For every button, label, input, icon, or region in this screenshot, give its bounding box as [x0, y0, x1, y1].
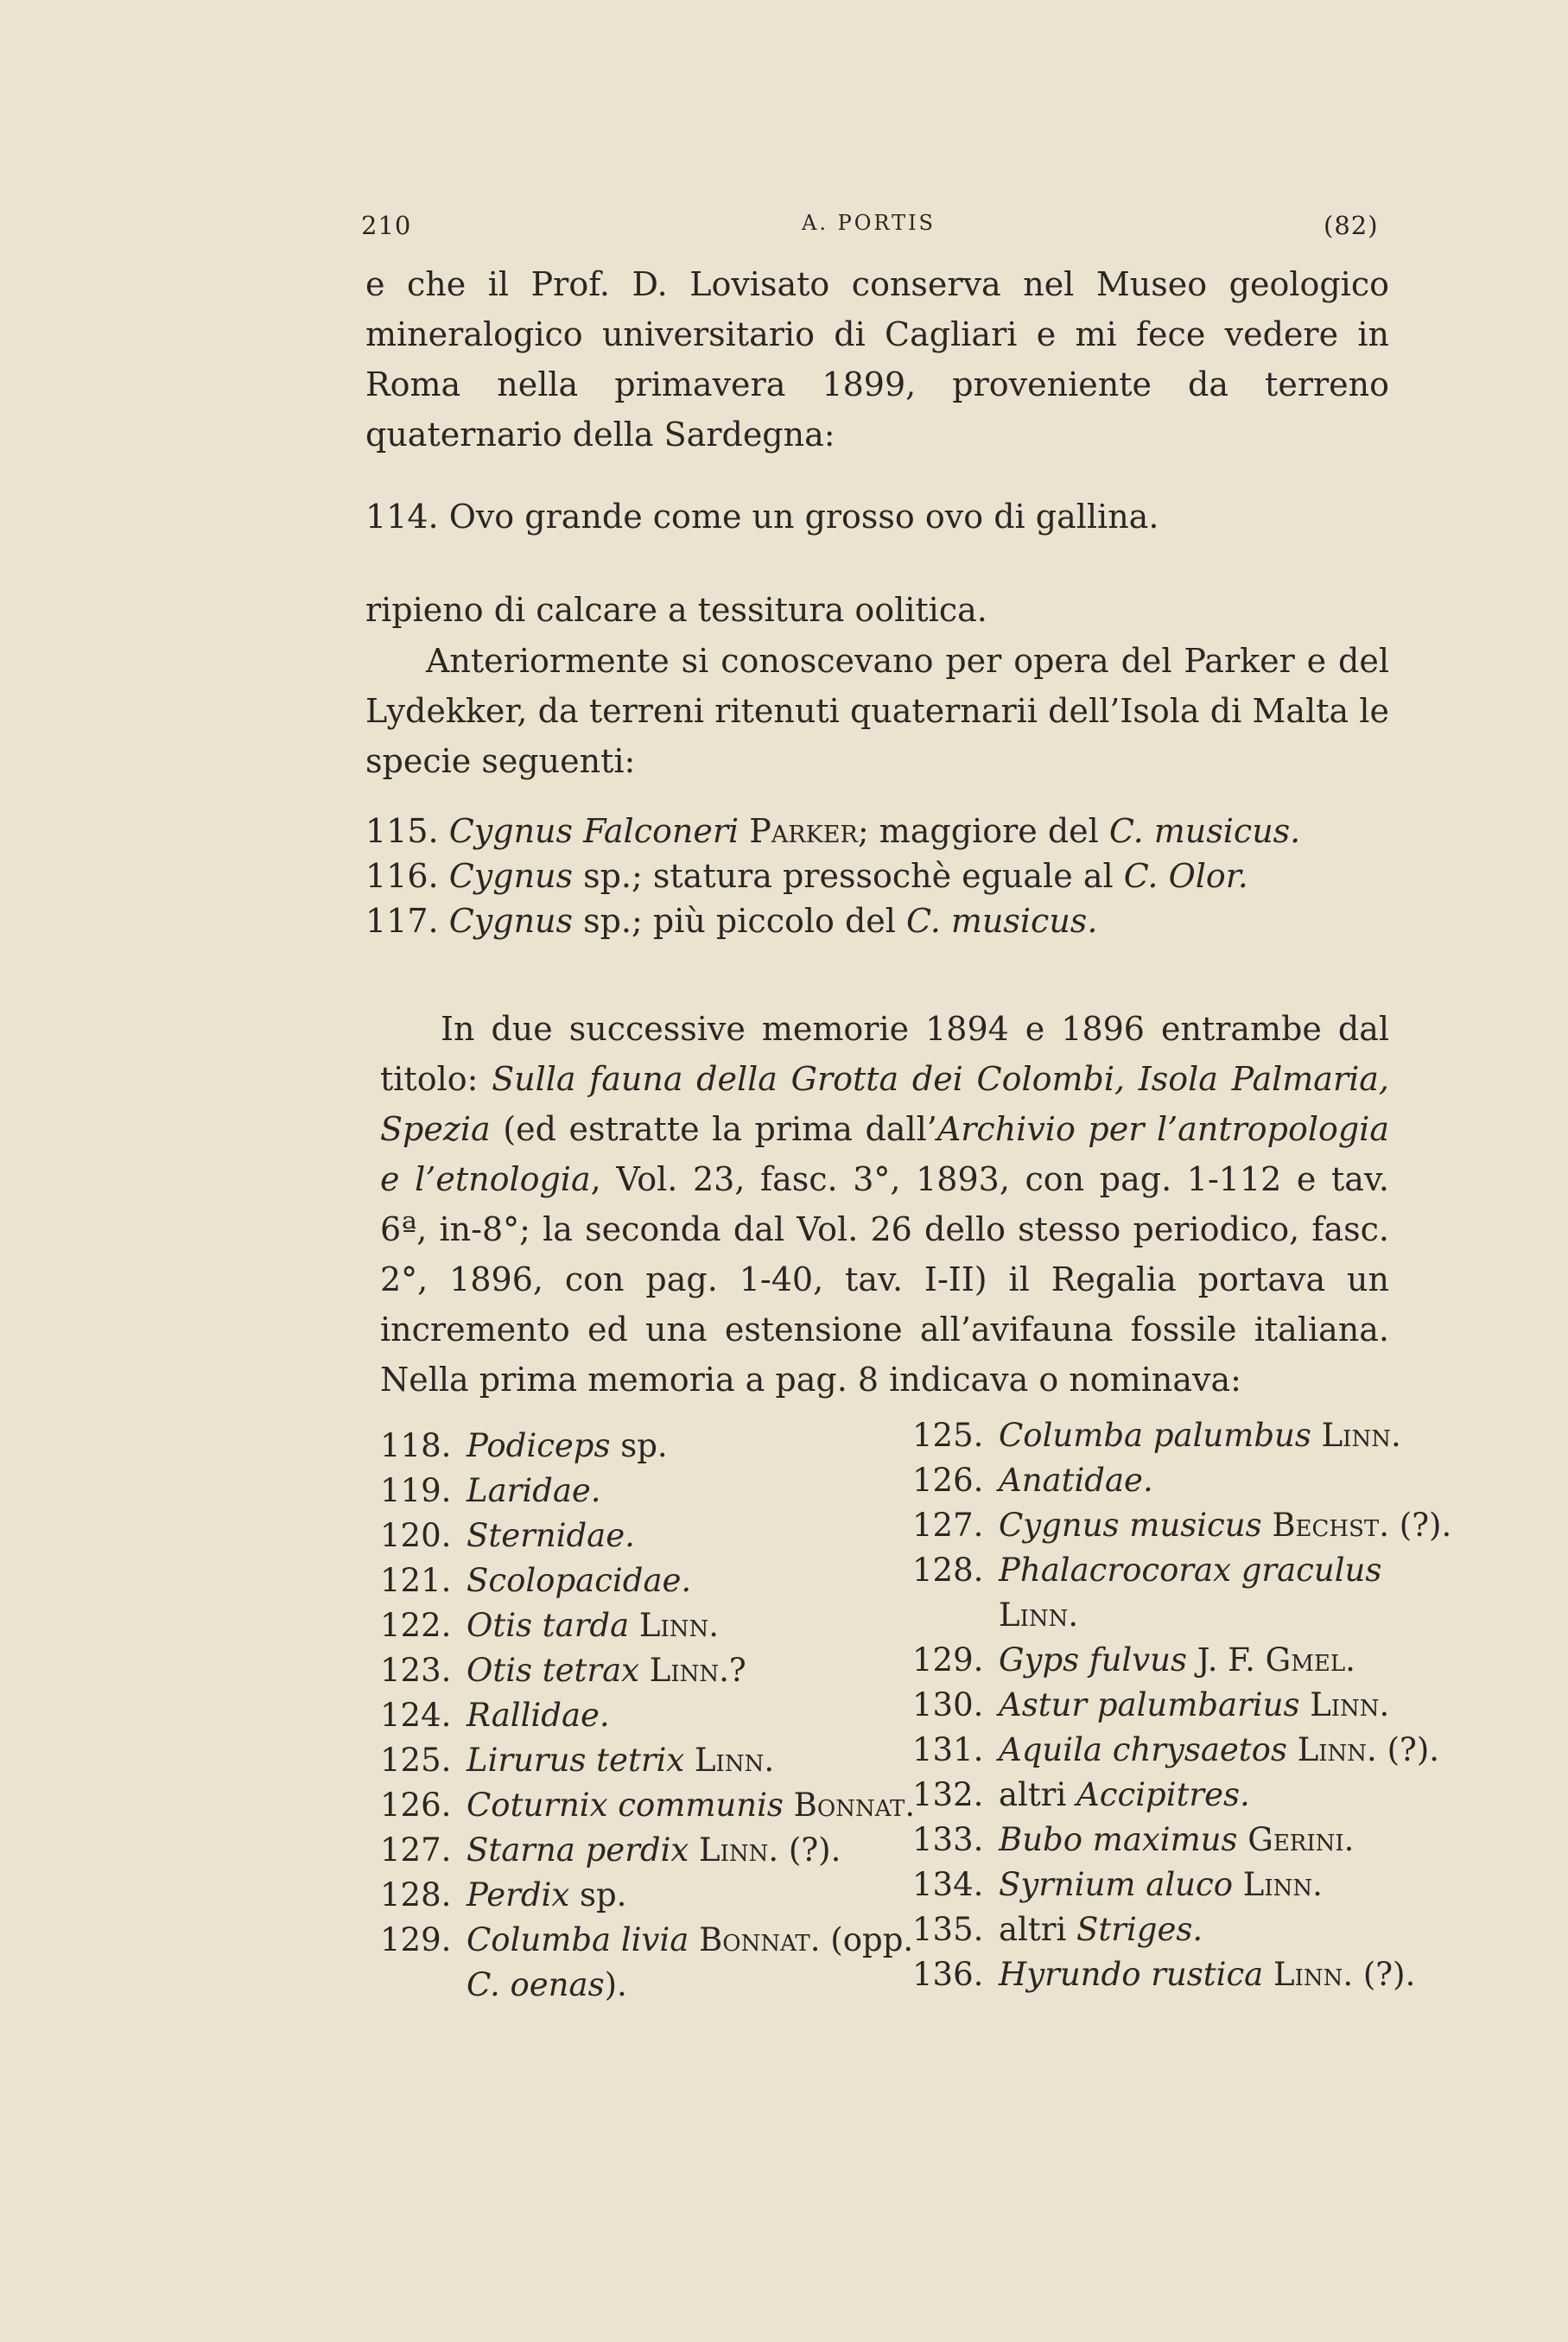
taxon-author: Gerini. — [1237, 1821, 1355, 1858]
entry-number: 117. — [365, 902, 449, 940]
intro-text: e che il Prof. D. Lovisato conserva nel Museo geologico mineralogico universitario di Cagliari e mi fece vedere in Roma nella primavera 1899, proveniente da terreno quaternario della Sardegna: — [365, 265, 1389, 454]
taxon-name: Otis tarda — [467, 1607, 630, 1644]
entry-number: 127. — [912, 1507, 984, 1544]
cygnus-entry — [365, 857, 1248, 895]
regalia-paragraph — [380, 1004, 1389, 1405]
taxon-name: Cygnus — [448, 902, 574, 940]
taxon-author: Linn. — [689, 1831, 779, 1869]
taxon-name: Otis tetrax — [467, 1652, 640, 1689]
taxon-name: Cygnus Falconeri — [448, 812, 740, 850]
list-item — [912, 1818, 1451, 1863]
taxon-author: Linn. — [1286, 1731, 1377, 1768]
taxon-author: Linn. — [1311, 1417, 1401, 1454]
list-item — [912, 1413, 1451, 1458]
entry-tail: (?). — [1353, 1956, 1416, 1993]
taxon-name: Bubo maximus — [999, 1821, 1238, 1858]
entry-number: 123. — [380, 1652, 452, 1689]
regalia-text-b: (ed estratte la prima dall’ — [490, 1110, 937, 1148]
taxon-author: Bechst. — [1261, 1507, 1390, 1544]
taxon-name: Lirurus tetrix — [467, 1742, 685, 1779]
taxon-name: Coturnix communis — [467, 1787, 784, 1824]
taxon-name: C. oenas — [467, 1966, 605, 2003]
entry-text: ; maggiore del — [857, 812, 1109, 850]
taxon-author: Linn. — [639, 1652, 729, 1689]
regalia-text — [380, 1004, 1389, 1405]
entry-tail: (?). — [1389, 1507, 1452, 1544]
list-item — [380, 1963, 915, 2008]
entry-tail: (?). — [778, 1831, 841, 1869]
regalia-memoir-title: Sulla fauna della Grotta dei Colombi, Isola Palmaria, Spezia — [380, 1060, 1389, 1148]
intro-paragraph — [365, 259, 1389, 460]
taxon-name: Rallidae. — [467, 1697, 610, 1734]
taxon-name: Syrnium aluco — [999, 1866, 1233, 1903]
list-item — [912, 1593, 1451, 1638]
cygnus-entry — [365, 812, 1300, 850]
taxon-author: Linn. — [999, 1596, 1079, 1634]
entry-text: sp.; statura pressochè eguale al — [573, 857, 1124, 895]
taxon-author: Linn. — [1299, 1686, 1390, 1723]
taxon-author: Parker — [749, 812, 858, 850]
taxon-name: Cygnus — [448, 857, 574, 895]
taxon-name: Sternidae. — [467, 1517, 635, 1554]
taxon-author: Bonnat. — [689, 1921, 821, 1958]
list-item — [912, 1952, 1451, 1997]
entry-tail: sp. — [569, 1876, 627, 1914]
entry-number: 115. — [365, 812, 449, 850]
entry-prefix: altri — [999, 1911, 1077, 1948]
entry-number: 126. — [912, 1462, 984, 1499]
taxon-name: Podiceps — [467, 1427, 611, 1464]
taxon-name: Anatidae. — [999, 1462, 1153, 1499]
list-item — [380, 1424, 915, 1469]
list-item — [912, 1548, 1451, 1593]
entry-number: 129. — [912, 1641, 984, 1679]
taxon-name: Columba livia — [467, 1921, 689, 1958]
taxon-name: Perdix — [467, 1876, 570, 1914]
taxon-author: Linn. — [1233, 1866, 1323, 1903]
taxon-name: Starna perdix — [467, 1831, 689, 1869]
taxon-author: J. F. Gmel. — [1186, 1641, 1355, 1679]
entry-number: 134. — [912, 1866, 984, 1903]
taxon-name: Laridae. — [467, 1472, 601, 1509]
cygnus-entry — [365, 902, 1097, 940]
lydekker-text: Anteriormente si conoscevano per opera del Parker e del Lydekker, da terreni ritenuti quaternarii dell’Isola di Malta le specie seguenti: — [365, 642, 1389, 780]
taxon-author: Linn. — [684, 1742, 775, 1779]
entry-number: 133. — [912, 1821, 984, 1858]
entry-number: 126. — [380, 1787, 452, 1824]
list-item — [912, 1863, 1451, 1907]
taxon-name: Columba palumbus — [999, 1417, 1311, 1454]
list-item — [380, 1603, 915, 1648]
taxon-author: Linn. — [629, 1607, 720, 1644]
entry-number: 125. — [380, 1742, 452, 1779]
taxon-author: Bonnat. — [783, 1787, 916, 1824]
entry-number: 124. — [380, 1697, 452, 1734]
entry-tail: ? — [728, 1652, 746, 1689]
list-item — [380, 1558, 915, 1603]
list-item — [380, 1738, 915, 1783]
entry-114: 114. Ovo grande come un grosso ovo di gallina. — [365, 498, 1159, 536]
running-head-author: A. PORTIS — [802, 211, 936, 235]
egg-filling-text: ripieno di calcare a tessitura oolitica. — [365, 591, 987, 629]
entry-number: 132. — [912, 1776, 984, 1813]
taxon-author: Linn. — [1263, 1956, 1354, 1993]
entry-number: 136. — [912, 1956, 984, 1993]
taxon-name: Hyrundo rustica — [999, 1956, 1264, 1993]
taxon-name: Gyps fulvus — [999, 1641, 1187, 1679]
regalia-journal-title: Archivio per l’antropologia e l’etnologia — [380, 1110, 1389, 1198]
entry-text: sp.; più piccolo del — [573, 902, 907, 940]
regalia-text-c: , Vol. 23, fasc. 3°, 1893, con pag. 1-112 e tav. 6ª, in-8°; la seconda dal Vol. 26 dello stesso periodico, fasc. 2°, 1896, con pag. 1-40, tav. I-II) il Regalia portava un incremento ed una estensione all’avifauna fossile italiana. Nella prima memoria a pag. 8 indicava o nominava: — [380, 1160, 1390, 1399]
list-item — [380, 1693, 915, 1738]
taxon-reference: C. Olor. — [1123, 857, 1248, 895]
taxon-reference: C. musicus. — [906, 902, 1098, 940]
original-page-number: (82) — [1324, 211, 1379, 240]
list-item — [912, 1773, 1451, 1818]
entry-number: 131. — [912, 1731, 984, 1768]
regalia-text-a: In due successive memorie 1894 e 1896 entrambe dal titolo: — [380, 1010, 1389, 1098]
entry-prefix: altri — [999, 1776, 1077, 1813]
taxon-name: Accipitres. — [1076, 1776, 1250, 1813]
taxon-name: Scolopacidae. — [467, 1562, 692, 1599]
entry-number: 118. — [380, 1427, 452, 1464]
lydekker-paragraph — [365, 636, 1389, 786]
entry-tail: ). — [604, 1966, 627, 2003]
entry-number: 121. — [380, 1562, 452, 1599]
entry-tail: (?). — [1376, 1731, 1440, 1768]
list-item — [380, 1828, 915, 1873]
taxon-name: Cygnus musicus — [999, 1507, 1262, 1544]
page-number: 210 — [361, 211, 412, 240]
entry-number: 130. — [912, 1686, 984, 1723]
list-item — [912, 1503, 1451, 1548]
list-item — [912, 1728, 1451, 1773]
entry-number: 128. — [380, 1876, 452, 1914]
entry-number: 129. — [380, 1921, 452, 1958]
entry-tail: (opp. — [820, 1921, 914, 1958]
list-item — [380, 1648, 915, 1693]
taxon-name: Striges. — [1076, 1911, 1203, 1948]
list-item — [380, 1514, 915, 1558]
entry-number: 128. — [912, 1552, 984, 1589]
list-item — [912, 1683, 1451, 1728]
entry-number: 116. — [365, 857, 449, 895]
taxon-name: Astur palumbarius — [999, 1686, 1300, 1723]
list-item — [380, 1918, 915, 1963]
entry-number: 135. — [912, 1911, 984, 1948]
entry-number: 127. — [380, 1831, 452, 1869]
space — [739, 812, 749, 850]
list-item — [380, 1783, 915, 1828]
list-item — [912, 1458, 1451, 1503]
taxon-reference: C. musicus. — [1108, 812, 1301, 850]
list-item — [380, 1873, 915, 1918]
entry-number: 125. — [912, 1417, 984, 1454]
list-item — [912, 1638, 1451, 1683]
entry-tail: sp. — [610, 1427, 668, 1464]
entry-number: 122. — [380, 1607, 452, 1644]
entry-number: 119. — [380, 1472, 452, 1509]
taxon-name: Phalacrocorax graculus — [999, 1552, 1382, 1589]
species-list-left — [380, 1424, 915, 2008]
entry-number: 120. — [380, 1517, 452, 1554]
species-list-right — [912, 1413, 1451, 1997]
list-item — [380, 1469, 915, 1514]
list-item — [912, 1907, 1451, 1952]
taxon-name: Aquila chrysaetos — [999, 1731, 1287, 1768]
